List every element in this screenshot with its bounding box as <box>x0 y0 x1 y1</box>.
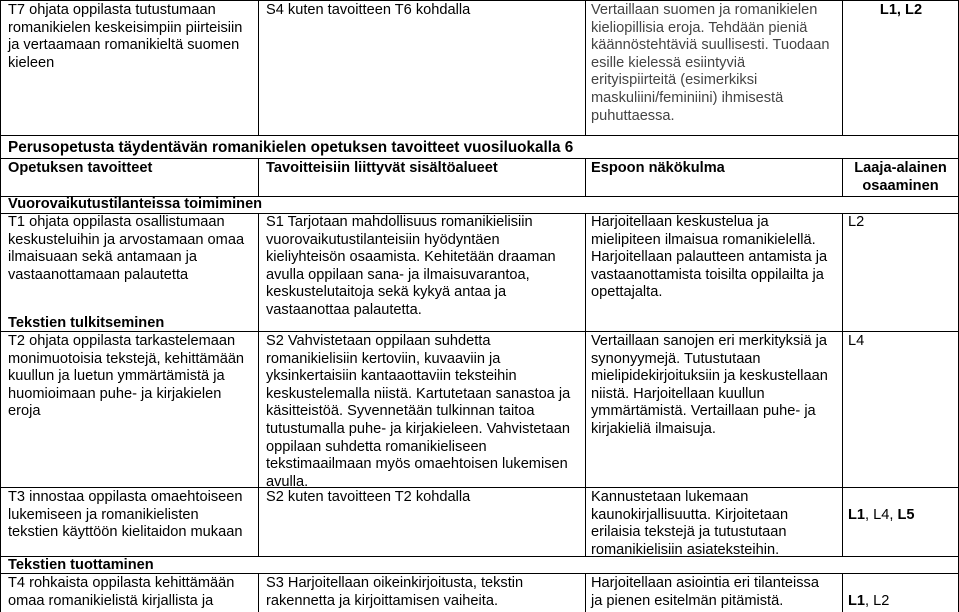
t7-content-cell: S4 kuten tavoitteen T6 kohdalla <box>266 2 471 18</box>
espoo-t4: Harjoitellaan asiointia eri tilanteissa ja pienen esitelmän pitämistä. <box>591 575 819 609</box>
col-sep-3-top <box>842 0 843 135</box>
group-heading: Tekstien tuottaminen <box>8 557 154 573</box>
section-title-top-border <box>0 135 959 136</box>
section-title: Perusopetusta täydentävän romanikielen opetuksen tavoitteet vuosiluokalla 6 <box>8 139 574 156</box>
header-espoo-perspective: Espoon näkökulma <box>591 160 725 176</box>
header-content-areas: Tavoitteisiin liittyvät sisältöalueet <box>266 160 498 176</box>
separator: , <box>865 592 874 609</box>
competence-code: L2 <box>873 592 890 609</box>
competence-t2: L4 <box>848 333 865 349</box>
goal-t4: T4 rohkaista oppilasta kehittämään omaa romanikielistä kirjallista ja <box>8 575 235 609</box>
col-sep-2-body-a <box>585 213 586 556</box>
header-top-border <box>0 158 959 159</box>
goal-t3: T3 innostaa oppilasta omaehtoiseen lukemiseen ja romanikielisten tekstien käyttöön kielitaidon mukaan <box>8 489 243 541</box>
separator: , <box>865 506 874 523</box>
competence-code: L5 <box>897 506 915 523</box>
goal-t1: T1 ohjata oppilasta osallistumaan keskusteluihin ja arvostamaan omaa ilmaisuaan sekä antamaan ja vastaanottamaan palautetta <box>8 214 245 283</box>
content-s2: S2 Vahvistetaan oppilaan suhdetta romanikielisiin kertoviin, kuvaaviin ja yksinkertaisiin kantaaottaviin teksteihin keskustelemalla niistä. Kartutetaan sanastoa ja käsitteistöä. Syvennetään tulkinnan taitoa tutustumalla puhe- ja kirjakieleen. Vahvistetaan oppilaan suhdetta romanikieliseen tekstimaailmaan myös omaehtoisen lukemisen avulla. <box>266 333 571 490</box>
group-heading: Tekstien tulkitseminen <box>8 315 165 331</box>
competence-code: L1 <box>848 592 866 609</box>
competence-t3 <box>848 489 956 524</box>
col-sep-1-body-a <box>258 213 259 556</box>
col-sep-1-header <box>258 158 259 196</box>
espoo-t1: Harjoitellaan keskustelua ja mielipiteen ilmaisua romanikielellä. Harjoitellaan palautteen antamista ja vastaanottamista toisilta oppilailta ja opettajalta. <box>591 214 828 301</box>
competence-code: L4 <box>873 506 890 523</box>
col-sep-2-top <box>585 0 586 135</box>
goal-t2: T2 ohjata oppilasta tarkastelemaan monimuotoisia tekstejä, kehittämään kuullun ja luetun ymmärtämistä ja huomioimaan puhe- ja kirjakielen eroja <box>8 333 245 420</box>
table-top-border <box>0 0 959 1</box>
col-sep-3-body-b <box>842 573 843 612</box>
espoo-t3: Kannustetaan lukemaan kaunokirjallisuutta. Kirjoitetaan erilaisia tekstejä ja tutustutaan romanikielisiin asiateksteihin. <box>591 489 789 558</box>
competence-code: L1 <box>848 506 866 523</box>
header-transversal-competence: Laaja-alainen osaaminen <box>854 160 947 194</box>
col-sep-2-body-b <box>585 573 586 612</box>
col-sep-3-body-a <box>842 213 843 556</box>
t7-competence-cell: L1, L2 <box>879 2 923 18</box>
t7-goal-cell: T7 ohjata oppilasta tutustumaan romanikielen keskeisimpiin piirteisiin ja vertaamaan romanikieltä suomen kieleen <box>8 2 243 71</box>
header-goals: Opetuksen tavoitteet <box>8 160 153 176</box>
col-sep-1-top <box>258 0 259 135</box>
content-s2-ref: S2 kuten tavoitteen T2 kohdalla <box>266 489 471 505</box>
competence-t4 <box>848 575 956 610</box>
col-sep-2-header <box>585 158 586 196</box>
espoo-t2: Vertaillaan sanojen eri merkityksiä ja synonyymejä. Tutustutaan mielipidekirjoituksiin ja keskustellaan niistä. Harjoitellaan kuullun ymmärtämistä. Vertaillaan puhe- ja kirjakieliä ilmaisuja. <box>591 333 828 437</box>
competence-t1: L2 <box>848 214 865 230</box>
t7-espoo-cell: Vertaillaan suomen ja romanikielen kieliopillisia eroja. Tehdään pieniä käännöstehtäviä suullisesti. Tuodaan esille kielessä esiintyviä erityispiirteitä (esimerkiksi maskuliini/feminiini) ihmisestä puhuttaessa. <box>591 2 830 124</box>
separator: , <box>889 506 898 523</box>
col-sep-1-body-b <box>258 573 259 612</box>
table-left-border <box>0 0 1 612</box>
group-heading: Vuorovaikutustilanteissa toimiminen <box>8 196 263 212</box>
content-s1: S1 Tarjotaan mahdollisuus romanikielisiin vuorovaikutustilanteisiin hyödyntäen kieliyhteisön osaamista. Kehitetään draaman avulla oppilaan sana- ja ilmaisuvarantoa, keskustelutaitoja sekä kykyä antaa ja vastaanottaa palautetta. <box>266 214 556 318</box>
content-s3: S3 Harjoitellaan oikeinkirjoitusta, tekstin rakennetta ja kirjoittamisen vaiheita. <box>266 575 524 609</box>
